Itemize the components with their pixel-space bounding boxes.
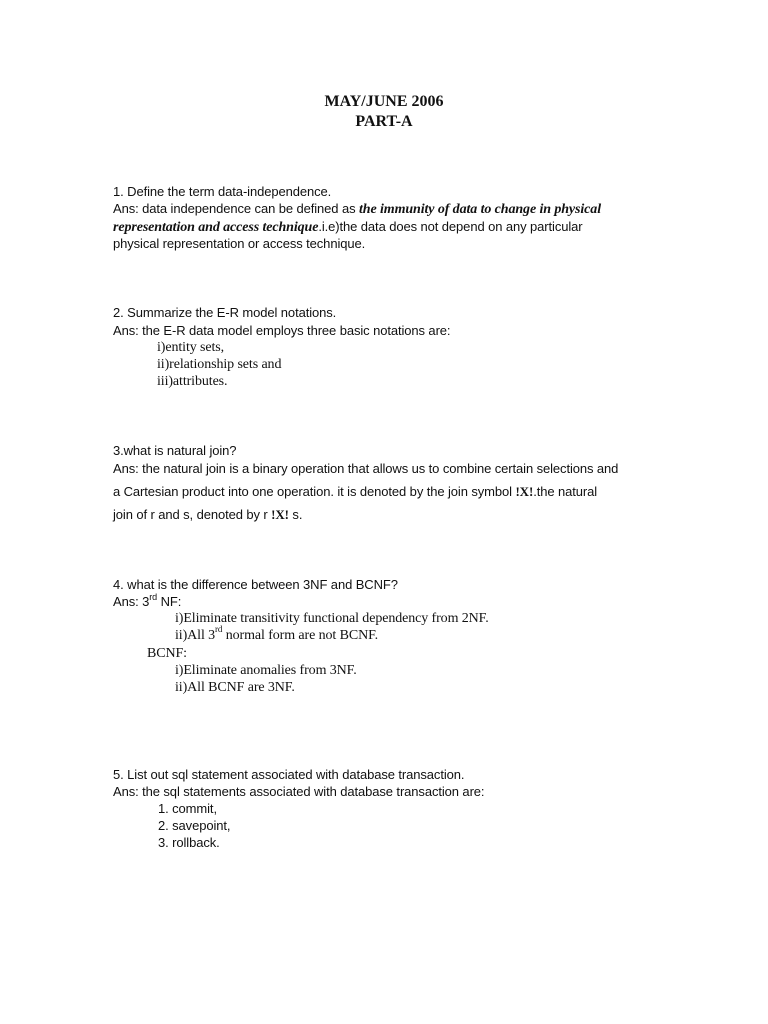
q3-answer-line3-b: s. — [288, 507, 303, 522]
q3-answer-line2 — [113, 483, 597, 500]
q2-answer: Ans: the E-R data model employs three basic notations are: — [113, 323, 451, 338]
q4-answer-3nf-label — [113, 593, 181, 610]
q1-answer-line1 — [113, 200, 601, 218]
q3-answer-line3-a: join of r and s, denoted by r — [113, 507, 272, 522]
q4-bcnf-item: i)Eliminate anomalies from 3NF. — [175, 663, 357, 678]
q1-answer-bold-1: the immunity of data to change in physical — [359, 202, 601, 217]
q5-answer: Ans: the sql statements associated with database transaction are: — [113, 784, 485, 799]
q4-bcnf-label: BCNF: — [147, 646, 187, 661]
q4-nf-item2-b: normal form are not BCNF. — [222, 628, 379, 643]
q1-answer-line3: physical representation or access technique. — [113, 236, 366, 251]
q5-item: 2. savepoint, — [158, 818, 231, 833]
q5-question: 5. List out sql statement associated with database transaction. — [113, 767, 465, 782]
join-symbol: !X! — [271, 507, 289, 522]
q4-ans-b: NF: — [157, 594, 182, 609]
q3-answer-line2-b: .the natural — [533, 484, 598, 499]
q4-nf-item: i)Eliminate transitivity functional dependency from 2NF. — [175, 611, 489, 626]
q1-answer-prefix: Ans: data independence can be defined as — [113, 201, 359, 216]
q3-question: 3.what is natural join? — [113, 443, 237, 458]
q2-item: ii)relationship sets and — [157, 357, 282, 372]
q4-nf-item — [175, 624, 379, 644]
q3-answer-line1: Ans: the natural join is a binary operation that allows us to combine certain selections and — [113, 461, 619, 476]
q2-item: i)entity sets, — [157, 340, 225, 355]
header-date: MAY/JUNE 2006 — [324, 93, 444, 110]
header-part: PART-A — [355, 113, 413, 130]
q1-answer-line2 — [113, 218, 583, 236]
q5-item: 1. commit, — [158, 801, 217, 816]
q1-answer-bold-2: representation and access technique — [113, 220, 319, 235]
q4-nf-item2-a: ii)All 3 — [175, 628, 216, 643]
q4-bcnf-item: ii)All BCNF are 3NF. — [175, 680, 295, 695]
q5-item: 3. rollback. — [158, 835, 220, 850]
q4-question: 4. what is the difference between 3NF and BCNF? — [113, 577, 398, 592]
q4-ans-a: Ans: 3 — [113, 594, 150, 609]
join-symbol: !X! — [515, 484, 534, 499]
q3-answer-line2-a: a Cartesian product into one operation. it is denoted by the join symbol — [113, 484, 516, 499]
superscript-rd: rd — [149, 591, 158, 602]
superscript-rd: rd — [215, 624, 223, 635]
q3-answer-line3 — [113, 506, 302, 523]
q1-question: 1. Define the term data-independence. — [113, 184, 332, 199]
q2-question: 2. Summarize the E-R model notations. — [113, 305, 337, 320]
q1-answer-cont: .i.e)the data does not depend on any particular — [318, 219, 583, 234]
q2-item: iii)attributes. — [157, 374, 228, 389]
